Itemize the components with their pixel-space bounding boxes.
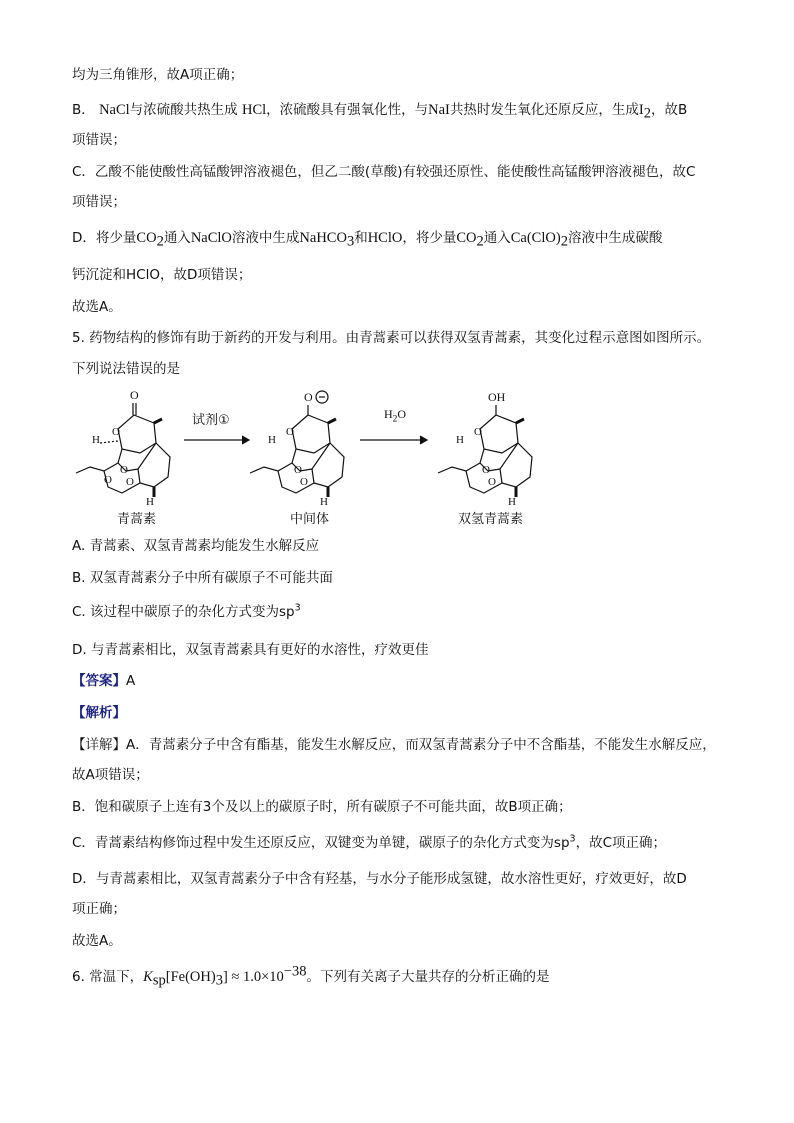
formula: HClO	[367, 230, 403, 246]
option-d-explanation	[72, 229, 663, 250]
subscript: 2	[560, 233, 568, 250]
svg-text:H: H	[456, 434, 464, 446]
text: D．将少量	[72, 230, 137, 246]
formula: K	[143, 969, 153, 985]
svg-text:H: H	[508, 496, 516, 505]
detail-line: 【详解】A．青蒿素分子中含有酯基，能发生水解反应，而双氢青蒿素分子中不含酯基，不能发生水解反应，	[72, 737, 716, 753]
text-line: 均为三角锥形，故A项正确；	[72, 67, 244, 83]
formula: NaHCO	[299, 230, 347, 246]
text: 通入	[163, 230, 191, 246]
svg-text:OH: OH	[488, 390, 506, 404]
text: 与浓硫酸共热生成	[129, 102, 238, 118]
text: 共热时发生氧化还原反应，生成	[449, 102, 639, 118]
svg-text:O: O	[130, 388, 139, 402]
svg-text:O: O	[120, 464, 128, 476]
text: H	[384, 407, 393, 421]
formula: [Fe(OH)	[165, 969, 216, 985]
svg-text:O: O	[482, 464, 490, 476]
svg-text:H: H	[320, 496, 328, 505]
formula: CO	[456, 230, 477, 246]
text: C．青蒿素结构修饰过程中发生还原反应，双键变为单键，碳原子的杂化方式变为sp	[72, 835, 570, 851]
formula: Ca(ClO)	[510, 230, 561, 246]
text: 溶液中生成碳酸	[567, 230, 663, 246]
compound-label: 双氢青蒿素	[458, 512, 524, 527]
intermediate-structure	[250, 391, 344, 497]
text: C. 该过程中碳原子的杂化方式变为sp	[72, 604, 295, 620]
svg-text:H: H	[92, 434, 100, 446]
question-6-stem	[72, 963, 550, 989]
svg-text:O: O	[126, 476, 134, 488]
superscript: 3	[569, 833, 576, 845]
answer-tag: 【答案】	[72, 673, 126, 689]
subscript: 2	[643, 105, 651, 122]
subscript: 3	[215, 972, 223, 989]
svg-text:O: O	[294, 464, 302, 476]
question-stem: 下列说法错误的是	[72, 361, 180, 377]
text-line: 钙沉淀和HClO，故D项错误；	[72, 267, 252, 283]
subscript: 2	[476, 233, 484, 250]
formula: NaI	[428, 102, 450, 118]
formula: CO	[136, 230, 157, 246]
formula: NaCl	[99, 102, 130, 118]
compound-label: 中间体	[290, 512, 330, 527]
text: 溶液中生成	[231, 230, 300, 246]
subscript: 3	[346, 233, 355, 250]
formula: ] ≈ 1.0×10	[222, 969, 284, 985]
text-line: 故选A。	[72, 299, 122, 315]
option-d: D. 与青蒿素相比，双氢青蒿素具有更好的水溶性，疗效更佳	[72, 642, 429, 658]
text-line: 项错误；	[72, 194, 126, 210]
option-c	[72, 603, 301, 621]
reaction-scheme	[60, 385, 540, 505]
subscript: 2	[156, 233, 164, 250]
text: 【解析】	[72, 705, 126, 721]
water-label	[384, 407, 407, 425]
superscript: 3	[294, 602, 301, 614]
svg-text:H: H	[268, 434, 276, 446]
detail-line: 项正确；	[72, 901, 126, 917]
detail-line: 故A项错误；	[72, 767, 149, 783]
analysis-tag	[72, 704, 126, 722]
compound-label: 青蒿素	[117, 512, 157, 527]
formula: HCl	[241, 102, 267, 118]
text: ，故C项正确；	[575, 835, 667, 851]
reagent-label: 试剂①	[192, 413, 230, 428]
dihydroartemisinin-structure	[438, 405, 532, 497]
option-b-explanation	[72, 101, 688, 122]
svg-text:O: O	[304, 390, 313, 404]
detail-line: 故选A。	[72, 933, 122, 949]
answer-line	[72, 672, 135, 690]
option-a: A. 青蒿素、双氢青蒿素均能发生水解反应	[72, 538, 320, 554]
question-stem: 5. 药物结构的修饰有助于新药的开发与利用。由青蒿素可以获得双氢青蒿素，其变化过程示意图如图所示。	[72, 330, 711, 346]
svg-text:O: O	[104, 474, 112, 486]
text-line: C．乙酸不能使酸性高锰酸钾溶液褪色，但乙二酸(草酸)有较强还原性、能使酸性高锰酸钾溶液褪色，故C	[72, 164, 696, 180]
text: 。下列有关离子大量共存的分析正确的是	[306, 969, 550, 985]
svg-text:H: H	[146, 496, 154, 505]
superscript: −38	[283, 963, 307, 980]
option-b: B. 双氢青蒿素分子中所有碳原子不可能共面	[72, 570, 333, 586]
subscript: sp	[152, 972, 166, 989]
formula: I	[638, 102, 644, 118]
text: ，故B	[650, 102, 688, 118]
text: B．	[72, 102, 95, 118]
text: 6. 常温下，	[72, 969, 144, 985]
text: 通入	[483, 230, 511, 246]
svg-text:O: O	[300, 476, 308, 488]
detail-line: D．与青蒿素相比，双氢青蒿素分子中含有羟基，与水分子能形成氢键，故水溶性更好，疗效更好，故D	[72, 871, 687, 887]
text-line: 项错误；	[72, 132, 126, 148]
answer-value: A	[126, 673, 136, 689]
artemisinin-structure	[76, 403, 170, 497]
subscript: 2	[392, 414, 398, 425]
text: O	[397, 407, 407, 421]
text: ，浓硫酸具有强氧化性，与	[266, 102, 429, 118]
svg-text:O: O	[474, 426, 482, 438]
text: ，将少量	[402, 230, 457, 246]
text: 和	[354, 230, 368, 246]
detail-line: B．饱和碳原子上连有3个及以上的碳原子时，所有碳原子不可能共面，故B项正确；	[72, 799, 572, 815]
svg-text:O: O	[112, 426, 120, 438]
svg-text:O: O	[286, 426, 294, 438]
detail-line	[72, 834, 666, 852]
svg-text:O: O	[488, 476, 496, 488]
formula: NaClO	[190, 230, 232, 246]
